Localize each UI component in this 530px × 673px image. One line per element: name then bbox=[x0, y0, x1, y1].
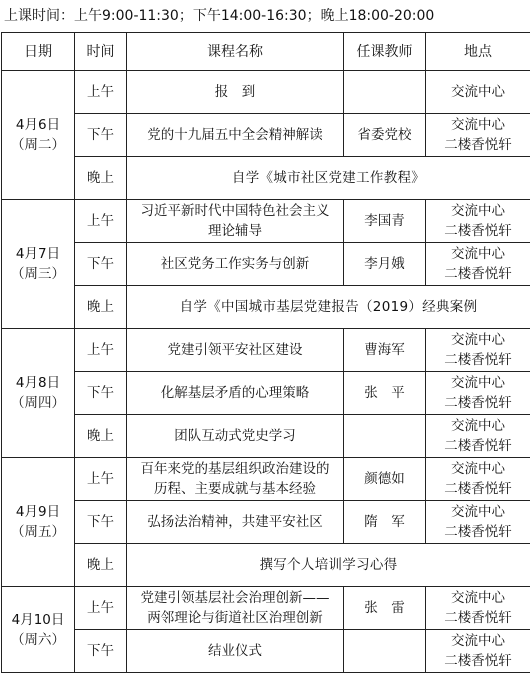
location-line: 二楼香悦轩 bbox=[428, 651, 528, 671]
schedule-table bbox=[1, 32, 530, 673]
table-row bbox=[2, 329, 530, 372]
course-line: 习近平新时代中国特色社会主义 bbox=[129, 201, 341, 221]
column-header-location: 地点 bbox=[426, 33, 530, 71]
table-row bbox=[2, 458, 530, 501]
date-cell bbox=[2, 458, 75, 587]
table-row bbox=[2, 286, 530, 329]
time-cell: 下午 bbox=[75, 243, 127, 286]
course-cell bbox=[127, 501, 344, 544]
course-cell bbox=[127, 286, 530, 329]
location-line: 交流中心 bbox=[428, 244, 528, 264]
location-line: 二楼香悦轩 bbox=[428, 221, 528, 241]
time-cell: 下午 bbox=[75, 114, 127, 157]
location-line: 交流中心 bbox=[428, 416, 528, 436]
teacher-cell bbox=[344, 71, 426, 114]
date-cell bbox=[2, 71, 75, 200]
location-cell bbox=[426, 587, 530, 630]
course-cell bbox=[127, 243, 344, 286]
table-row bbox=[2, 630, 530, 673]
location-line: 二楼香悦轩 bbox=[428, 608, 528, 628]
location-cell bbox=[426, 329, 530, 372]
weekday-label: （周三） bbox=[4, 264, 72, 284]
time-cell: 上午 bbox=[75, 71, 127, 114]
course-cell bbox=[127, 329, 344, 372]
table-row bbox=[2, 200, 530, 243]
course-line: 撰写个人培训学习心得 bbox=[129, 555, 528, 575]
location-line: 交流中心 bbox=[428, 459, 528, 479]
course-cell bbox=[127, 200, 344, 243]
time-cell: 晚上 bbox=[75, 544, 127, 587]
course-line: 社区党务工作实务与创新 bbox=[129, 254, 341, 274]
course-cell bbox=[127, 630, 344, 673]
course-cell bbox=[127, 157, 530, 200]
location-cell bbox=[426, 501, 530, 544]
location-line: 交流中心 bbox=[428, 201, 528, 221]
course-line: 理论辅导 bbox=[129, 221, 341, 241]
table-row bbox=[2, 243, 530, 286]
location-line: 交流中心 bbox=[428, 373, 528, 393]
weekday-label: （周五） bbox=[4, 522, 72, 542]
location-line: 交流中心 bbox=[428, 502, 528, 522]
date-label: 4月6日 bbox=[4, 115, 72, 135]
table-row bbox=[2, 415, 530, 458]
location-cell bbox=[426, 243, 530, 286]
teacher-cell bbox=[344, 630, 426, 673]
date-cell bbox=[2, 200, 75, 329]
teacher-cell: 颜德如 bbox=[344, 458, 426, 501]
time-cell: 上午 bbox=[75, 458, 127, 501]
teacher-cell: 李国青 bbox=[344, 200, 426, 243]
time-cell: 晚上 bbox=[75, 415, 127, 458]
location-line: 交流中心 bbox=[428, 82, 528, 102]
table-row bbox=[2, 157, 530, 200]
table-row bbox=[2, 114, 530, 157]
weekday-label: （周二） bbox=[4, 135, 72, 155]
location-cell bbox=[426, 200, 530, 243]
weekday-label: （周六） bbox=[4, 630, 72, 650]
date-label: 4月10日 bbox=[4, 610, 72, 630]
course-cell bbox=[127, 544, 530, 587]
time-cell: 上午 bbox=[75, 329, 127, 372]
course-line: 化解基层矛盾的心理策略 bbox=[129, 383, 341, 403]
course-line: 报 到 bbox=[129, 82, 341, 102]
date-label: 4月9日 bbox=[4, 502, 72, 522]
course-line: 党的十九届五中全会精神解读 bbox=[129, 125, 341, 145]
location-cell bbox=[426, 114, 530, 157]
course-line: 弘扬法治精神，共建平安社区 bbox=[129, 512, 341, 532]
table-header-row bbox=[2, 33, 530, 71]
time-cell: 下午 bbox=[75, 630, 127, 673]
table-row bbox=[2, 372, 530, 415]
time-cell: 下午 bbox=[75, 501, 127, 544]
location-line: 二楼香悦轩 bbox=[428, 436, 528, 456]
teacher-cell: 张 雷 bbox=[344, 587, 426, 630]
teacher-cell: 李月娥 bbox=[344, 243, 426, 286]
course-line: 两邻理论与街道社区治理创新 bbox=[129, 608, 341, 628]
location-cell bbox=[426, 458, 530, 501]
location-cell bbox=[426, 415, 530, 458]
course-cell bbox=[127, 114, 344, 157]
location-cell bbox=[426, 372, 530, 415]
location-cell bbox=[426, 630, 530, 673]
course-line: 自学《中国城市基层党建报告（2019）经典案例 bbox=[129, 297, 528, 317]
class-time-header: 上课时间：上午9:00-11:30；下午14:00-16:30；晚上18:00-20:00 bbox=[0, 0, 530, 32]
teacher-cell: 曹海军 bbox=[344, 329, 426, 372]
time-cell: 上午 bbox=[75, 587, 127, 630]
location-line: 二楼香悦轩 bbox=[428, 479, 528, 499]
course-line: 结业仪式 bbox=[129, 641, 341, 661]
course-line: 团队互动式党史学习 bbox=[129, 426, 341, 446]
weekday-label: （周四） bbox=[4, 393, 72, 413]
time-cell: 上午 bbox=[75, 200, 127, 243]
course-line: 历程、主要成就与基本经验 bbox=[129, 479, 341, 499]
course-line: 百年来党的基层组织政治建设的 bbox=[129, 459, 341, 479]
location-cell bbox=[426, 71, 530, 114]
course-line: 自学《城市社区党建工作教程》 bbox=[129, 168, 528, 188]
date-cell bbox=[2, 329, 75, 458]
table-row bbox=[2, 501, 530, 544]
table-row bbox=[2, 587, 530, 630]
column-header-time: 时间 bbox=[75, 33, 127, 71]
time-cell: 晚上 bbox=[75, 157, 127, 200]
teacher-cell bbox=[344, 415, 426, 458]
location-line: 二楼香悦轩 bbox=[428, 135, 528, 155]
location-line: 二楼香悦轩 bbox=[428, 393, 528, 413]
teacher-cell: 省委党校 bbox=[344, 114, 426, 157]
table-row bbox=[2, 544, 530, 587]
teacher-cell: 张 平 bbox=[344, 372, 426, 415]
teacher-cell: 隋 军 bbox=[344, 501, 426, 544]
location-line: 交流中心 bbox=[428, 588, 528, 608]
course-cell bbox=[127, 415, 344, 458]
column-header-date: 日期 bbox=[2, 33, 75, 71]
column-header-teacher: 任课教师 bbox=[344, 33, 426, 71]
location-line: 二楼香悦轩 bbox=[428, 264, 528, 284]
location-line: 交流中心 bbox=[428, 330, 528, 350]
course-line: 党建引领基层社会治理创新—— bbox=[129, 588, 341, 608]
course-cell bbox=[127, 587, 344, 630]
location-line: 二楼香悦轩 bbox=[428, 350, 528, 370]
date-cell bbox=[2, 587, 75, 673]
date-label: 4月7日 bbox=[4, 244, 72, 264]
course-line: 党建引领平安社区建设 bbox=[129, 340, 341, 360]
location-line: 二楼香悦轩 bbox=[428, 522, 528, 542]
course-cell bbox=[127, 458, 344, 501]
course-cell bbox=[127, 372, 344, 415]
course-cell bbox=[127, 71, 344, 114]
location-line: 交流中心 bbox=[428, 115, 528, 135]
table-row bbox=[2, 71, 530, 114]
column-header-course: 课程名称 bbox=[127, 33, 344, 71]
time-cell: 下午 bbox=[75, 372, 127, 415]
time-cell: 晚上 bbox=[75, 286, 127, 329]
date-label: 4月8日 bbox=[4, 373, 72, 393]
location-line: 交流中心 bbox=[428, 631, 528, 651]
